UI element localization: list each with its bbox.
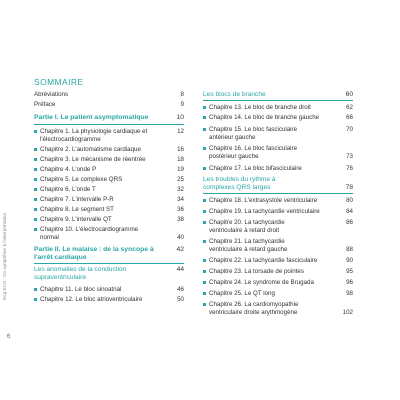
toc-entry-label: Chapitre 12. Le bloc atrioventriculaire <box>40 296 143 303</box>
toc-page-number: 95 <box>346 268 353 275</box>
bullet-square <box>34 130 37 133</box>
toc-section-conduction[interactable] <box>34 266 184 282</box>
toc-entry-label: Chapitre 8. Le segment ST <box>40 206 114 213</box>
bullet-square <box>203 292 206 295</box>
bullet-square <box>203 270 206 273</box>
toc-chapter-21[interactable] <box>203 238 353 254</box>
toc-page-number: 84 <box>346 208 353 215</box>
toc-page-number: 102 <box>342 308 353 316</box>
part-divider <box>34 124 184 125</box>
toc-page-number: 10 <box>176 114 184 121</box>
bullet-square <box>203 147 206 150</box>
bullet-square <box>34 178 37 181</box>
toc-entry-label: Chapitre 6. L'onde T <box>40 186 96 193</box>
toc-page-number: 60 <box>345 91 353 98</box>
toc-section-label: Les anomalies de la conduction supraventriculaire <box>34 266 127 281</box>
toc-page-number: 62 <box>346 104 353 111</box>
toc-section-label: Les troubles du rythme à complexes QRS larges <box>203 176 276 191</box>
toc-page-number: 19 <box>177 166 184 173</box>
toc-entry-label: Chapitre 11. Le bloc sinoatrial <box>40 286 122 293</box>
toc-entry-label: Préface <box>34 101 56 108</box>
toc-entry-label: Chapitre 17. Le bloc bifasciculaire <box>209 165 302 172</box>
bullet-square <box>203 116 206 119</box>
toc-page-number: 40 <box>177 233 184 241</box>
toc-page-number: 25 <box>177 176 184 183</box>
toc-entry-label: Chapitre 23. La torsade de pointes <box>209 268 304 275</box>
toc-chapter-26[interactable] <box>203 301 353 317</box>
toc-entry-label: Chapitre 9. L'intervalle QT <box>40 216 112 223</box>
toc-page-number: 78 <box>345 183 353 191</box>
toc-entry-label: Chapitre 2. L'automatisme cardiaque <box>40 146 141 153</box>
toc-page-number: 66 <box>346 114 353 121</box>
toc-entry-label: Chapitre 3. Le mécanisme de réentrée <box>40 156 146 163</box>
sommaire-title: SOMMAIRE <box>34 77 84 87</box>
toc-chapter-1[interactable] <box>34 128 184 144</box>
bullet-square <box>34 198 37 201</box>
section-divider <box>203 100 353 101</box>
toc-chapter-15[interactable] <box>203 126 353 142</box>
toc-entry-label: Chapitre 15. Le bloc fasciculaire antérieur gauche <box>209 126 298 141</box>
toc-chapter-16[interactable] <box>203 145 353 161</box>
toc-section-troubles[interactable] <box>203 176 353 192</box>
toc-page-number: 38 <box>177 216 184 223</box>
toc-page-number: 32 <box>177 186 184 193</box>
part-divider <box>34 263 184 264</box>
toc-page-number: 80 <box>346 197 353 204</box>
toc-page-number: 34 <box>177 196 184 203</box>
bullet-square <box>203 281 206 284</box>
toc-page-number: 42 <box>176 246 184 253</box>
toc-page-number: 18 <box>177 156 184 163</box>
page-number: 6 <box>7 334 11 340</box>
toc-entry-label: Chapitre 19. La tachycardie ventriculaire <box>209 208 320 215</box>
toc-entry-label: Chapitre 7. L'intervalle P-R <box>40 196 114 203</box>
bullet-square <box>34 188 37 191</box>
bullet-square <box>34 208 37 211</box>
toc-entry-label: Chapitre 18. L'extrasystole ventriculaire <box>209 197 318 204</box>
bullet-square <box>34 288 37 291</box>
toc-entry-label: Chapitre 14. Le bloc de branche gauche <box>209 114 320 121</box>
bullet-square <box>34 228 37 231</box>
toc-page-number: 76 <box>346 165 353 172</box>
toc-page-number: 96 <box>346 279 353 286</box>
toc-page-number: 88 <box>346 245 353 253</box>
toc-chapter-10[interactable] <box>34 226 184 242</box>
toc-entry-label: Chapitre 24. Le syndrome de Brugada <box>209 279 314 286</box>
toc-entry-label: Chapitre 5. Le complexe QRS <box>40 176 123 183</box>
bullet-square <box>203 303 206 306</box>
toc-part-2[interactable] <box>34 246 184 262</box>
bullet-square <box>203 128 206 131</box>
toc-entry-label: Abréviations <box>34 91 69 98</box>
toc-entry-label: Chapitre 22. La tachycardie fasciculaire <box>209 257 318 264</box>
toc-page-number: 8 <box>180 91 184 98</box>
bullet-square <box>203 259 206 262</box>
toc-entry-label: Chapitre 1. La physiologie cardiaque et l'électrocardiogramme <box>40 128 148 143</box>
toc-page-number: 12 <box>177 128 184 135</box>
bullet-square <box>34 158 37 161</box>
bullet-square <box>203 167 206 170</box>
toc-part-label: Partie I. Le patient asymptomatique <box>34 114 149 121</box>
toc-page-number: 16 <box>177 146 184 153</box>
toc-page-number: 46 <box>177 286 184 293</box>
toc-entry-label: Chapitre 16. Le bloc fasciculaire postérieur gauche <box>209 145 298 160</box>
toc-page-number: 90 <box>346 257 353 264</box>
toc-entry-label: Chapitre 10. L'électrocardiogramme normal <box>40 226 139 241</box>
toc-chapter-20[interactable] <box>203 219 353 235</box>
bullet-square <box>203 240 206 243</box>
bullet-square <box>203 106 206 109</box>
toc-page-number: 98 <box>346 290 353 297</box>
bullet-square <box>203 199 206 202</box>
toc-part-label: Partie II. Le malaise : de la syncope à l'arrêt cardiaque <box>34 246 154 261</box>
toc-page-number: 44 <box>176 266 184 273</box>
toc-entry-label: Chapitre 21. La tachycardie ventriculaire à retard gauche <box>209 238 288 253</box>
toc-entry-label: Chapitre 4. L'onde P <box>40 166 97 173</box>
toc-page-number: 70 <box>346 126 353 133</box>
running-side-title: Ecg ECN : Du symptôme à l'interprétation <box>2 212 7 300</box>
section-divider <box>203 193 353 194</box>
toc-entry-label: Chapitre 20. La tachycardie ventriculaire à retard droit <box>209 219 285 234</box>
toc-page-number: 50 <box>177 296 184 303</box>
bullet-square <box>203 221 206 224</box>
toc-entry-label: Chapitre 25. Le QT long <box>209 290 275 297</box>
bullet-square <box>34 298 37 301</box>
toc-section-label: Les blocs de branche <box>203 91 266 98</box>
toc-entry-label: Chapitre 26. La cardiomyopathie ventriculaire droite arythmogène <box>209 301 299 316</box>
toc-page-number: 9 <box>180 101 184 108</box>
toc-page-number: 36 <box>177 206 184 213</box>
bullet-square <box>34 218 37 221</box>
toc-page-number: 86 <box>346 219 353 226</box>
bullet-square <box>34 168 37 171</box>
bullet-square <box>34 148 37 151</box>
toc-entry-label: Chapitre 13. Le bloc de branche droit <box>209 104 311 111</box>
toc-page-number: 73 <box>346 152 353 160</box>
bullet-square <box>203 210 206 213</box>
